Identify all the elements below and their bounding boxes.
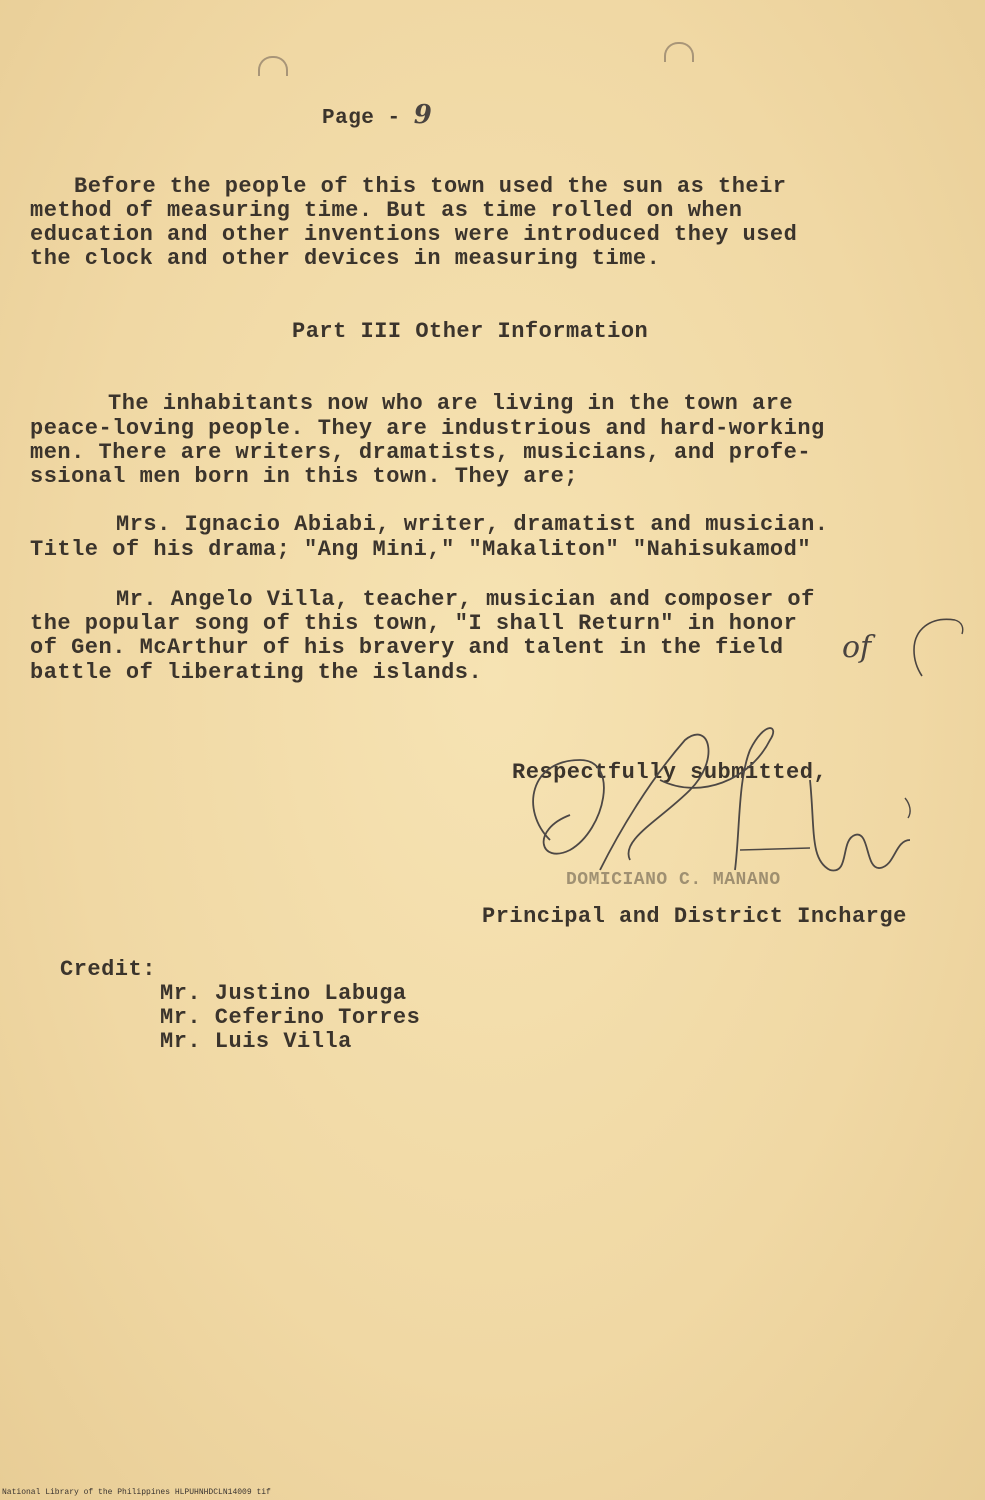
credit-name-3: Mr. Luis Villa — [160, 1029, 352, 1054]
margin-bracket-mark — [900, 612, 970, 692]
credit-name-2: Mr. Ceferino Torres — [160, 1005, 421, 1030]
person2-line-1: Mr. Angelo Villa, teacher, musician and composer of — [116, 587, 815, 612]
intro-line-1: Before the people of this town used the sun as their — [74, 174, 787, 199]
person2-line-3: of Gen. McArthur of his bravery and talent in the field — [30, 635, 784, 660]
signature-mark — [510, 720, 930, 890]
intro-line-2: method of measuring time. But as time rolled on when — [30, 198, 743, 223]
credit-name-1: Mr. Justino Labuga — [160, 981, 407, 1006]
section-title: Part III Other Information — [292, 319, 649, 344]
person2-line-4: battle of liberating the islands. — [30, 660, 483, 685]
inhabitants-line-4: ssional men born in this town. They are; — [30, 464, 579, 489]
punch-hole-left — [258, 56, 288, 76]
intro-line-3: education and other inventions were introduced they used — [30, 222, 798, 247]
archive-footer: National Library of the Philippines HLPUHNHDCLN14009 tif — [2, 1488, 271, 1497]
person1-line-2: Title of his drama; "Ang Mini," "Makaliton" "Nahisukamod" — [30, 537, 812, 562]
inhabitants-line-2: peace-loving people. They are industrious and hard-working — [30, 416, 825, 441]
inhabitants-line-3: men. There are writers, dramatists, musicians, and profe- — [30, 440, 812, 465]
person2-line-2: the popular song of this town, "I shall Return" in honor — [30, 611, 798, 636]
inhabitants-line-1: The inhabitants now who are living in the town are — [108, 391, 794, 416]
signer-name: DOMICIANO C. MANANO — [566, 870, 781, 890]
intro-line-4: the clock and other devices in measuring time. — [30, 246, 661, 271]
page-label: Page - 9 — [322, 100, 433, 130]
person1-line-1: Mrs. Ignacio Abiabi, writer, dramatist and musician. — [116, 512, 829, 537]
credit-label: Credit: — [60, 957, 156, 982]
handwritten-insert: of — [842, 630, 872, 665]
punch-hole-right — [664, 42, 694, 62]
page-number-handwritten: 9 — [413, 100, 433, 130]
signer-title: Principal and District Incharge — [482, 904, 907, 929]
closing-text: Respectfully submitted, — [512, 760, 828, 785]
